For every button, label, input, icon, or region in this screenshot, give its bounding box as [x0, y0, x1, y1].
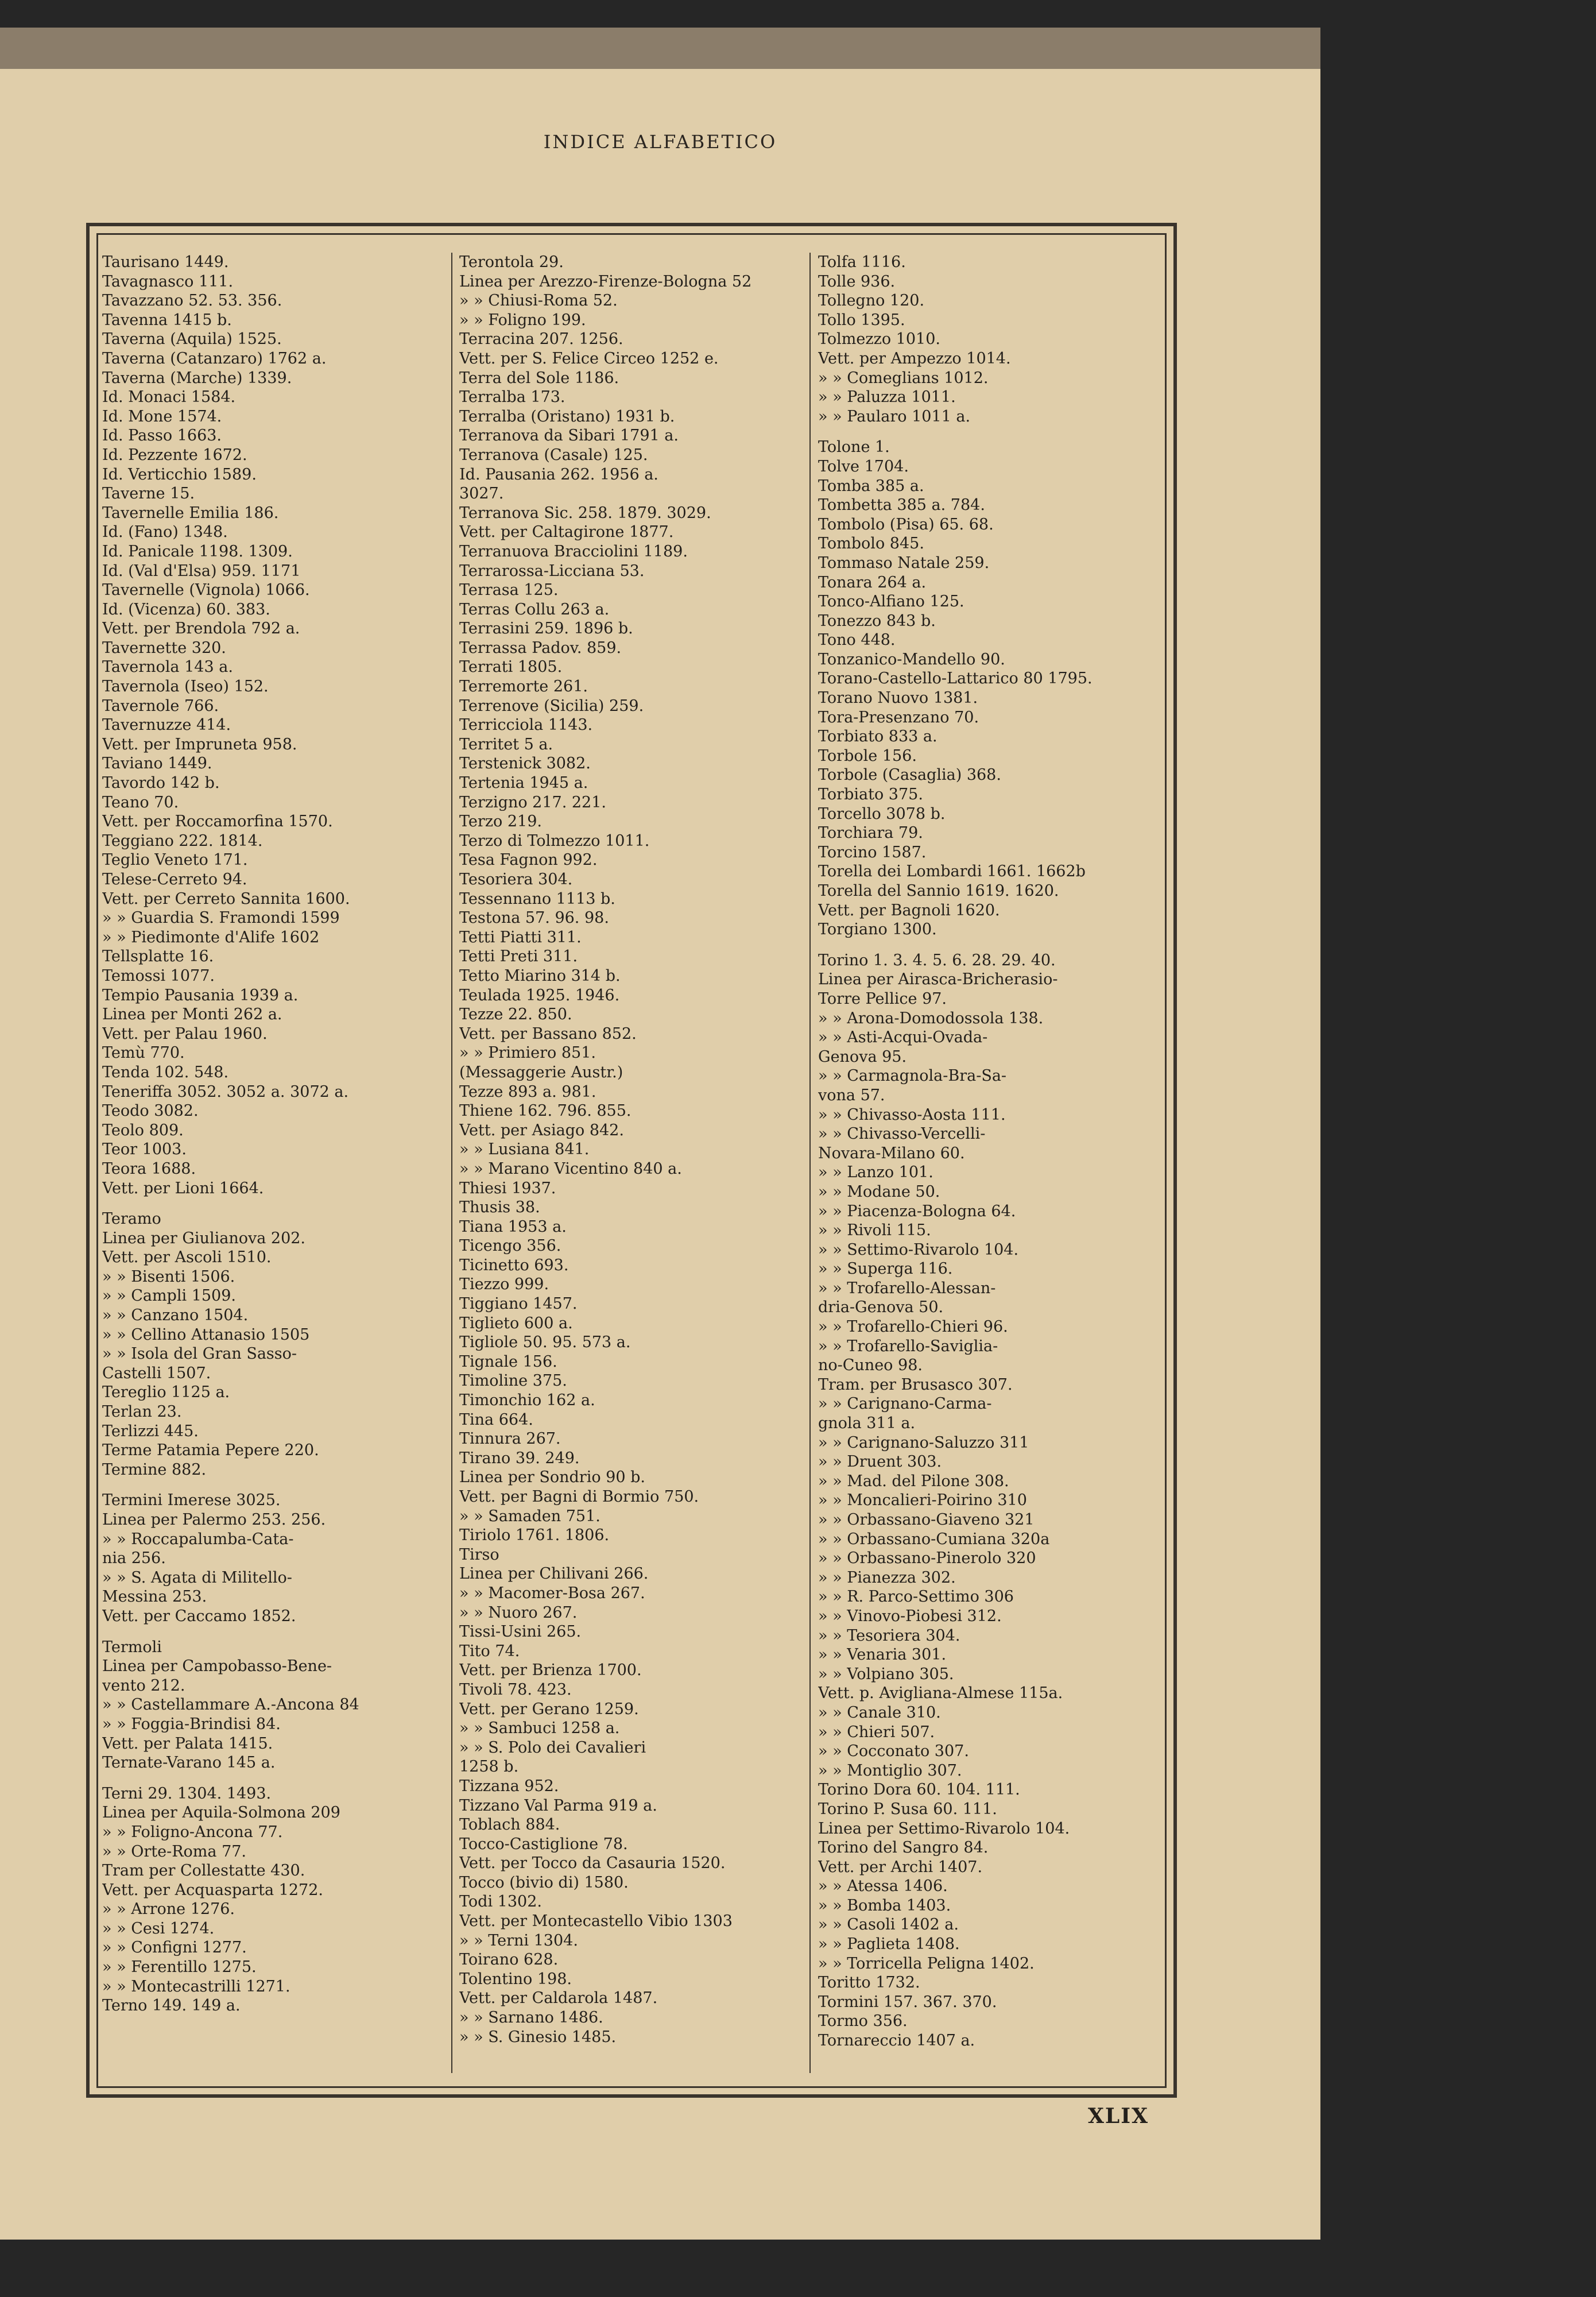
- page-top-shadow: [0, 0, 1320, 69]
- index-entry: Tirso: [459, 1545, 499, 1564]
- index-entry: Termini Imerese 3025.: [102, 1491, 281, 1510]
- index-entry: Teano 70.: [102, 793, 179, 811]
- index-entry: Linea per Giulianova 202.: [102, 1229, 306, 1247]
- index-entry: Castelli 1507.: [102, 1364, 211, 1382]
- index-entry: » » S. Agata di Militello-: [102, 1568, 292, 1587]
- index-entry: Tono 448.: [818, 631, 896, 649]
- index-entry: Vett. per Brienza 1700.: [459, 1661, 642, 1680]
- index-entry: Tombolo (Pisa) 65. 68.: [818, 515, 994, 533]
- index-entry: Teolo 809.: [102, 1121, 184, 1139]
- index-entry: Vett. per Brendola 792 a.: [102, 620, 300, 638]
- index-entry: Id. (Fano) 1348.: [102, 523, 228, 542]
- index-entry: (Messaggerie Austr.): [459, 1063, 623, 1081]
- index-entry: Temossi 1077.: [102, 966, 215, 985]
- index-entry: Teggiano 222. 1814.: [102, 832, 263, 850]
- index-entry: Linea per Sondrio 90 b.: [459, 1468, 645, 1487]
- index-entry: 1258 b.: [459, 1758, 519, 1776]
- index-entry: » » Chieri 507.: [818, 1723, 935, 1741]
- index-entry: Vett. per Tocco da Casauria 1520.: [459, 1854, 726, 1873]
- index-entry: Terranova (Casale) 125.: [459, 446, 648, 464]
- index-entry: Tavordo 142 b.: [102, 774, 220, 792]
- index-entry: Tito 74.: [459, 1642, 520, 1660]
- index-entry: Id. Pezzente 1672.: [102, 446, 247, 464]
- index-entry: Vett. per S. Felice Circeo 1252 e.: [459, 349, 719, 368]
- index-entry: Todi 1302.: [459, 1893, 542, 1911]
- index-entry: Taverna (Catanzaro) 1762 a.: [102, 349, 327, 368]
- index-entry: Tavenna 1415 b.: [102, 311, 232, 329]
- index-entry: Tavernelle Emilia 186.: [102, 504, 279, 522]
- index-entry: Vett. per Acquasparta 1272.: [102, 1881, 323, 1899]
- index-entry: Terlizzi 445.: [102, 1422, 199, 1440]
- index-entry: Tezze 893 a. 981.: [459, 1082, 596, 1101]
- index-entry: Torbole (Casaglia) 368.: [818, 766, 1001, 784]
- index-entry: Tizzana 952.: [459, 1777, 559, 1795]
- index-entry: » » Isola del Gran Sasso-: [102, 1345, 297, 1363]
- index-entry: » » Trofarello-Chieri 96.: [818, 1318, 1008, 1336]
- index-entry: Tavernuzze 414.: [102, 716, 231, 734]
- index-entry: Tonzanico-Mandello 90.: [818, 650, 1005, 668]
- index-entry: Terranuova Bracciolini 1189.: [459, 542, 688, 560]
- index-entry: Tommaso Natale 259.: [818, 554, 990, 572]
- index-entry: Tormini 157. 367. 370.: [818, 1993, 997, 2011]
- index-entry: » » Moncalieri-Poirino 310: [818, 1491, 1027, 1510]
- index-entry: Torre Pellice 97.: [818, 989, 947, 1008]
- index-entry: Vett. per Roccamorfina 1570.: [102, 813, 333, 831]
- index-entry: Tavernette 320.: [102, 639, 226, 657]
- index-entry: Tonco-Alfiano 125.: [818, 593, 964, 611]
- index-entry: nia 256.: [102, 1549, 166, 1568]
- index-entry: Vett. per Palau 1960.: [102, 1024, 268, 1043]
- index-entry: Linea per Arezzo-Firenze-Bologna 52: [459, 272, 752, 291]
- index-entry: Vett. per Impruneta 958.: [102, 735, 297, 753]
- index-entry: » » Orbassano-Pinerolo 320: [818, 1549, 1036, 1568]
- index-entry: Taurisano 1449.: [102, 253, 229, 271]
- index-entry: gnola 311 a.: [818, 1414, 916, 1433]
- index-entry: Torcello 3078 b.: [818, 805, 946, 823]
- index-entry: » » Bisenti 1506.: [102, 1267, 235, 1286]
- index-entry: Ticinetto 693.: [459, 1256, 569, 1274]
- index-entry: Terra del Sole 1186.: [459, 369, 619, 387]
- index-entry: » » R. Parco-Settimo 306: [818, 1588, 1014, 1606]
- index-entry: Linea per Settimo-Rivarolo 104.: [818, 1819, 1070, 1838]
- index-entry: Torella del Sannio 1619. 1620.: [818, 882, 1059, 900]
- index-entry: » » Cesi 1274.: [102, 1919, 215, 1938]
- index-entry: Terranova da Sibari 1791 a.: [459, 427, 679, 445]
- index-entry: Id. Panicale 1198. 1309.: [102, 542, 293, 560]
- column-rule: [451, 253, 452, 2073]
- index-entry: Taverne 15.: [102, 485, 195, 503]
- index-entry: Tolentino 198.: [459, 1970, 572, 1988]
- index-entry: Tesoriera 304.: [459, 871, 573, 888]
- index-entry: » » Sambuci 1258 a.: [459, 1719, 620, 1738]
- index-entry: Temù 770.: [102, 1044, 185, 1062]
- index-entry: Torbiato 375.: [818, 786, 923, 804]
- index-entry: » » Sarnano 1486.: [459, 2009, 603, 2027]
- index-entry: » » Ferentillo 1275.: [102, 1958, 257, 1977]
- index-entry: » » Configni 1277.: [102, 1939, 247, 1957]
- index-entry: Termoli: [102, 1638, 162, 1656]
- index-entry: » » Piedimonte d'Alife 1602: [102, 928, 320, 946]
- index-entry: » » Mad. del Pilone 308.: [818, 1472, 1009, 1490]
- index-entry: Tessennano 1113 b.: [459, 890, 615, 908]
- index-entry: » » Primiero 851.: [459, 1044, 596, 1062]
- index-entry: Linea per Campobasso-Bene-: [102, 1657, 332, 1676]
- index-entry: » » Venaria 301.: [818, 1646, 947, 1664]
- index-entry: » » Torricella Peligna 1402.: [818, 1954, 1035, 1973]
- index-entry: Terrarossa-Licciana 53.: [459, 562, 645, 580]
- index-entry: » » Carmagnola-Bra-Sa-: [818, 1067, 1007, 1085]
- index-entry: Teneriffa 3052. 3052 a. 3072 a.: [102, 1082, 349, 1101]
- index-entry: Vett. per Caccamo 1852.: [102, 1607, 296, 1625]
- index-entry: Tellsplatte 16.: [102, 948, 214, 966]
- index-entry: » » Paularo 1011 a.: [818, 407, 971, 426]
- index-entry: Tempio Pausania 1939 a.: [102, 986, 299, 1004]
- index-entry: Terrasa 125.: [459, 581, 559, 600]
- index-entry: Linea per Palermo 253. 256.: [102, 1511, 326, 1529]
- index-entry: Tiglieto 600 a.: [459, 1314, 573, 1332]
- index-entry: Tavernola 143 a.: [102, 658, 233, 676]
- index-entry: Thiene 162. 796. 855.: [459, 1102, 632, 1120]
- index-entry: Timoline 375.: [459, 1372, 567, 1390]
- index-entry: » » Pianezza 302.: [818, 1568, 956, 1587]
- index-entry: » » Chiusi-Roma 52.: [459, 292, 618, 310]
- index-entry: Linea per Monti 262 a.: [102, 1006, 282, 1024]
- index-entry: » » Lanzo 101.: [818, 1163, 933, 1182]
- index-entry: Tombetta 385 a. 784.: [818, 496, 985, 515]
- index-entry: Torcino 1587.: [818, 843, 927, 861]
- section-gap: [818, 426, 1163, 438]
- section-gap: [102, 1198, 435, 1209]
- index-entry: Torino Dora 60. 104. 111.: [818, 1781, 1020, 1799]
- index-entry: » » Nuoro 267.: [459, 1603, 578, 1622]
- index-entry: » » Bomba 1403.: [818, 1896, 951, 1915]
- index-entry: Tigliole 50. 95. 573 a.: [459, 1333, 631, 1352]
- index-entry: Terremorte 261.: [459, 678, 588, 696]
- section-gap: [102, 1773, 435, 1784]
- index-entry: Id. (Vicenza) 60. 383.: [102, 600, 270, 618]
- index-entry: Tiriolo 1761. 1806.: [459, 1526, 610, 1545]
- index-entry: Tiana 1953 a.: [459, 1217, 567, 1236]
- index-entry: » » Volpiano 305.: [818, 1665, 954, 1683]
- index-entry: Terno 149. 149 a.: [102, 1997, 241, 2015]
- index-entry: Vett. per Ascoli 1510.: [102, 1248, 272, 1267]
- index-entry: » » Canale 310.: [818, 1703, 941, 1722]
- index-entry: » » Asti-Acqui-Ovada-: [818, 1028, 988, 1047]
- index-entry: Teodo 3082.: [102, 1102, 199, 1120]
- index-entry: Tavagnasco 111.: [102, 272, 234, 291]
- index-entry: » » Arona-Domodossola 138.: [818, 1009, 1044, 1027]
- index-entry: Torino del Sangro 84.: [818, 1839, 989, 1857]
- index-entry: Tombolo 845.: [818, 535, 924, 553]
- index-entry: Tram per Collestatte 430.: [102, 1862, 305, 1880]
- index-entry: » » Cellino Attanasio 1505: [102, 1325, 310, 1344]
- index-entry: Vett. per Archi 1407.: [818, 1858, 983, 1876]
- index-entry: Terralba (Oristano) 1931 b.: [459, 407, 675, 426]
- index-entry: » » Orbassano-Cumiana 320a: [818, 1530, 1050, 1548]
- index-entry: » » Campli 1509.: [102, 1287, 236, 1305]
- index-entry: Torbiato 833 a.: [818, 728, 938, 746]
- index-entry: » » Paluzza 1011.: [818, 388, 956, 407]
- index-entry: » » Trofarello-Alessan-: [818, 1279, 996, 1297]
- index-entry: Terrassa Padov. 859.: [459, 639, 622, 657]
- index-entry: Terras Collu 263 a.: [459, 600, 610, 618]
- index-entry: Tavernole 766.: [102, 697, 219, 715]
- index-entry: Terrenove (Sicilia) 259.: [459, 697, 644, 715]
- section-gap: [102, 1479, 435, 1491]
- index-entry: Terme Patamia Pepere 220.: [102, 1441, 319, 1460]
- index-entry: Tormo 356.: [818, 2012, 908, 2031]
- index-column-2: [459, 253, 798, 2047]
- index-entry: » » Foligno 199.: [459, 311, 586, 329]
- index-entry: Tetti Preti 311.: [459, 948, 578, 966]
- index-entry: Taverna (Marche) 1339.: [102, 369, 292, 387]
- index-entry: Tenda 102. 548.: [102, 1063, 229, 1081]
- index-entry: » » Montiglio 307.: [818, 1761, 962, 1780]
- index-entry: Torgiano 1300.: [818, 921, 937, 939]
- index-entry: » » Orte-Roma 77.: [102, 1842, 247, 1861]
- index-entry: Termine 882.: [102, 1460, 207, 1479]
- index-entry: Teramo: [102, 1210, 161, 1228]
- index-entry: Terzo di Tolmezzo 1011.: [459, 832, 650, 850]
- index-entry: » » Samaden 751.: [459, 1507, 601, 1525]
- index-entry: » » Canzano 1504.: [102, 1306, 249, 1325]
- index-entry: Taviano 1449.: [102, 755, 212, 773]
- index-entry: » » Comeglians 1012.: [818, 369, 989, 387]
- index-column-3: [818, 253, 1163, 2051]
- index-entry: » » Montecastrilli 1271.: [102, 1977, 290, 1996]
- index-entry: Torino 1. 3. 4. 5. 6. 28. 29. 40.: [818, 951, 1056, 969]
- section-gap: [102, 1626, 435, 1638]
- index-entry: Thiesi 1937.: [459, 1179, 556, 1197]
- index-entry: Tollo 1395.: [818, 311, 905, 329]
- index-entry: Tetti Piatti 311.: [459, 928, 582, 946]
- index-entry: Tiezzo 999.: [459, 1275, 549, 1294]
- index-entry: Id. (Val d'Elsa) 959. 1171: [102, 562, 301, 580]
- index-column-1: [102, 253, 435, 2016]
- index-entry: » » Foligno-Ancona 77.: [102, 1823, 283, 1841]
- index-entry: Tollegno 120.: [818, 292, 925, 310]
- index-entry: Vett. per Asiago 842.: [459, 1121, 624, 1139]
- index-entry: » » Piacenza-Bologna 64.: [818, 1202, 1016, 1220]
- index-entry: Tavernelle (Vignola) 1066.: [102, 581, 310, 600]
- index-entry: » » S. Ginesio 1485.: [459, 2028, 617, 2046]
- index-entry: Toritto 1732.: [818, 1974, 920, 1992]
- index-entry: » » Paglieta 1408.: [818, 1935, 960, 1954]
- index-entry: Teora 1688.: [102, 1159, 196, 1178]
- index-entry: » » Carignano-Saluzzo 311: [818, 1433, 1029, 1452]
- index-entry: » » Chivasso-Vercelli-: [818, 1125, 986, 1143]
- index-entry: » » Modane 50.: [818, 1182, 940, 1201]
- index-entry: Tina 664.: [459, 1410, 533, 1429]
- index-entry: Telese-Cerreto 94.: [102, 871, 247, 888]
- index-entry: Id. Monaci 1584.: [102, 388, 236, 407]
- index-entry: » » Vinovo-Piobesi 312.: [818, 1607, 1002, 1625]
- index-entry: Terzigno 217. 221.: [459, 793, 606, 811]
- index-entry: Thusis 38.: [459, 1198, 540, 1217]
- index-entry: Torella dei Lombardi 1661. 1662b: [818, 863, 1086, 881]
- index-entry: Terranova Sic. 258. 1879. 3029.: [459, 504, 711, 522]
- index-entry: » » Foggia-Brindisi 84.: [102, 1715, 281, 1733]
- index-entry: Tereglio 1125 a.: [102, 1383, 230, 1402]
- index-entry: » » Settimo-Rivarolo 104.: [818, 1240, 1019, 1259]
- index-entry: » » Carignano-Carma-: [818, 1395, 992, 1413]
- index-entry: Terrasini 259. 1896 b.: [459, 620, 633, 638]
- index-entry: » » Guardia S. Framondi 1599: [102, 909, 340, 927]
- index-entry: Vett. per Bagni di Bormio 750.: [459, 1488, 699, 1506]
- index-entry: Vett. per Ampezzo 1014.: [818, 349, 1011, 368]
- index-entry: Vett. per Lioni 1664.: [102, 1179, 264, 1197]
- index-entry: Genova 95.: [818, 1047, 907, 1066]
- index-entry: » » Superga 116.: [818, 1260, 953, 1278]
- index-entry: » » Terni 1304.: [459, 1931, 578, 1950]
- index-entry: » » Trofarello-Saviglia-: [818, 1337, 998, 1355]
- index-entry: Tignale 156.: [459, 1352, 557, 1371]
- index-entry: Tavazzano 52. 53. 356.: [102, 292, 282, 310]
- index-entry: Territet 5 a.: [459, 735, 553, 753]
- index-entry: » » Casoli 1402 a.: [818, 1916, 959, 1934]
- index-entry: Linea per Chilivani 266.: [459, 1565, 649, 1583]
- index-entry: Id. Passo 1663.: [102, 427, 222, 445]
- index-entry: » » Druent 303.: [818, 1453, 942, 1471]
- index-entry: Terralba 173.: [459, 388, 565, 407]
- index-entry: Vett. per Bagnoli 1620.: [818, 901, 1000, 919]
- index-entry: Tissi-Usini 265.: [459, 1623, 582, 1641]
- index-entry: Terni 29. 1304. 1493.: [102, 1784, 272, 1803]
- index-entry: vona 57.: [818, 1086, 885, 1104]
- index-entry: Tivoli 78. 423.: [459, 1680, 572, 1699]
- index-entry: dria-Genova 50.: [818, 1298, 944, 1317]
- index-entry: Tonezzo 843 b.: [818, 612, 936, 630]
- index-entry: Linea per Airasca-Bricherasio-: [818, 970, 1058, 989]
- index-entry: Tertenia 1945 a.: [459, 774, 588, 792]
- index-entry: Messina 253.: [102, 1588, 207, 1606]
- index-entry: Tezze 22. 850.: [459, 1006, 572, 1024]
- page-number: XLIX: [1088, 2104, 1149, 2128]
- index-entry: » » Orbassano-Giaveno 321: [818, 1511, 1035, 1529]
- index-entry: Vett. per Palata 1415.: [102, 1734, 273, 1753]
- index-entry: Tavernola (Iseo) 152.: [102, 678, 269, 696]
- index-entry: Torbole 156.: [818, 747, 917, 765]
- index-entry: Vett. per Caltagirone 1877.: [459, 523, 674, 542]
- index-entry: Terlan 23.: [102, 1403, 182, 1421]
- index-entry: Timonchio 162 a.: [459, 1391, 595, 1410]
- index-entry: Ternate-Varano 145 a.: [102, 1754, 276, 1772]
- index-entry: Tolve 1704.: [818, 457, 909, 475]
- index-entry: » » Arrone 1276.: [102, 1900, 235, 1919]
- index-entry: Torino P. Susa 60. 111.: [818, 1800, 997, 1818]
- index-entry: Id. Verticchio 1589.: [102, 465, 257, 484]
- index-entry: Tolfa 1116.: [818, 253, 906, 271]
- index-entry: Teulada 1925. 1946.: [459, 986, 620, 1004]
- index-entry: » » Lusiana 841.: [459, 1140, 590, 1159]
- index-entry: Tocco (bivio di) 1580.: [459, 1873, 629, 1892]
- index-entry: Toblach 884.: [459, 1816, 560, 1834]
- index-entry: » » Marano Vicentino 840 a.: [459, 1159, 682, 1178]
- index-entry: no-Cuneo 98.: [818, 1356, 923, 1375]
- column-rule: [809, 253, 811, 2073]
- index-entry: Terrati 1805.: [459, 658, 563, 676]
- index-entry: » » Rivoli 115.: [818, 1221, 931, 1240]
- index-entry: Vett. per Caldarola 1487.: [459, 1989, 658, 2008]
- index-entry: Tolone 1.: [818, 438, 890, 457]
- index-entry: Id. Mone 1574.: [102, 407, 222, 426]
- index-entry: Teglio Veneto 171.: [102, 851, 248, 869]
- index-entry: Tomba 385 a.: [818, 477, 924, 495]
- index-entry: » » S. Polo dei Cavalieri: [459, 1738, 646, 1757]
- index-entry: Vett. per Bassano 852.: [459, 1024, 637, 1043]
- index-entry: Tocco-Castiglione 78.: [459, 1835, 628, 1853]
- index-entry: » » Macomer-Bosa 267.: [459, 1584, 645, 1602]
- index-entry: Ticengo 356.: [459, 1237, 561, 1255]
- index-entry: Tetto Miarino 314 b.: [459, 966, 621, 985]
- index-entry: Tolle 936.: [818, 272, 896, 291]
- index-entry: Torano Nuovo 1381.: [818, 689, 978, 707]
- index-entry: Testona 57. 96. 98.: [459, 909, 609, 927]
- index-entry: Terontola 29.: [459, 253, 564, 271]
- index-entry: » » Castellammare A.-Ancona 84: [102, 1696, 359, 1714]
- index-entry: Torchiara 79.: [818, 824, 923, 842]
- page-header: INDICE ALFABETICO: [543, 131, 777, 153]
- index-entry: Tinnura 267.: [459, 1430, 561, 1448]
- index-entry: Tiggiano 1457.: [459, 1295, 578, 1313]
- index-entry: Tirano 39. 249.: [459, 1449, 580, 1467]
- index-entry: Taverna (Aquila) 1525.: [102, 330, 282, 349]
- index-entry: Vett. per Montecastello Vibio 1303: [459, 1912, 733, 1931]
- index-entry: Vett. per Gerano 1259.: [459, 1700, 639, 1718]
- index-entry: Torano-Castello-Lattarico 80 1795.: [818, 670, 1093, 688]
- index-entry: » » Roccapalumba-Cata-: [102, 1530, 294, 1548]
- section-gap: [818, 939, 1163, 951]
- index-entry: vento 212.: [102, 1676, 185, 1695]
- index-entry: Tizzano Val Parma 919 a.: [459, 1796, 657, 1815]
- index-entry: Vett. per Cerreto Sannita 1600.: [102, 890, 350, 908]
- index-entry: Novara-Milano 60.: [818, 1144, 965, 1162]
- index-entry: Terricciola 1143.: [459, 716, 593, 734]
- index-entry: Tolmezzo 1010.: [818, 330, 940, 349]
- index-entry: Vett. p. Avigliana-Almese 115a.: [818, 1684, 1063, 1703]
- index-entry: Id. Pausania 262. 1956 a.: [459, 465, 658, 484]
- index-entry: Teor 1003.: [102, 1140, 187, 1159]
- index-entry: Terracina 207. 1256.: [459, 330, 623, 349]
- index-entry: Tornareccio 1407 a.: [818, 2032, 975, 2050]
- index-entry: Toirano 628.: [459, 1951, 559, 1969]
- index-entry: Tora-Presenzano 70.: [818, 708, 979, 726]
- index-entry: 3027.: [459, 485, 504, 503]
- index-entry: Linea per Aquila-Solmona 209: [102, 1804, 340, 1822]
- index-entry: Terstenick 3082.: [459, 755, 591, 773]
- index-entry: Tram. per Brusasco 307.: [818, 1375, 1013, 1394]
- index-entry: Tonara 264 a.: [818, 573, 927, 591]
- index-entry: » » Tesoriera 304.: [818, 1626, 960, 1645]
- index-entry: » » Cocconato 307.: [818, 1742, 969, 1761]
- index-entry: Tesa Fagnon 992.: [459, 851, 598, 869]
- index-entry: Terzo 219.: [459, 813, 542, 831]
- index-entry: » » Chivasso-Aosta 111.: [818, 1105, 1006, 1124]
- index-entry: » » Atessa 1406.: [818, 1877, 948, 1896]
